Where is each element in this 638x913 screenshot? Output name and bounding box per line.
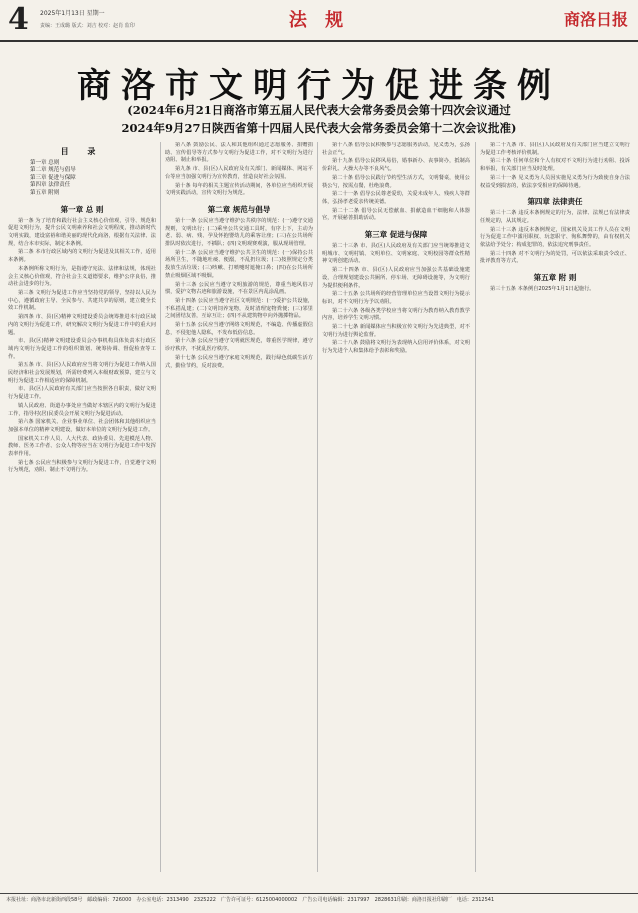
article-paragraph: 第二十九条 市、县(区)人民政府及有关部门应当建立文明行为促进工作考核评价机制。 bbox=[480, 142, 630, 156]
article-paragraph: 镇人民政府、街道办事处应当做好本辖区内的文明行为促进工作，指导村(居)民委员会开展文明行为促进活动。 bbox=[8, 402, 156, 417]
article-paragraph: 第十五条 公民应当遵守网络文明规范，不编造、传播虚假信息，不侵犯他人隐私，不发布低俗信息。 bbox=[165, 322, 313, 336]
newspaper-logo: 商洛日报 bbox=[563, 10, 628, 29]
article-paragraph: 第八条 鼓励公民、法人和其他组织通过志愿服务、捐赠捐助、宣传倡导等方式参与文明行为促进工作，对不文明行为进行劝阻、制止和举报。 bbox=[165, 142, 313, 164]
article-paragraph: 第三条 文明行为促进工作应当坚持党的领导，坚持以人民为中心，遵循政府主导、全民参与、共建共享的原则，建立健全长效工作机制。 bbox=[8, 290, 156, 312]
chapter-heading: 第一章 总 则 bbox=[60, 204, 104, 214]
article-paragraph: 第二十三条 市、县(区)人民政府及有关部门应当统筹推进文明城市、文明村镇、文明单位、文明家庭、文明校园等群众性精神文明创建活动。 bbox=[322, 243, 470, 265]
issue-date: 2025年1月13日 星期一 bbox=[40, 10, 105, 17]
toc-title: 目 录 bbox=[60, 147, 104, 156]
article-paragraph: 第二十七条 新闻媒体应当积极宣传文明行为先进典型，对不文明行为进行舆论监督。 bbox=[322, 324, 470, 338]
text-column-1 bbox=[8, 142, 156, 872]
article-paragraph: 第一条 为了培育和践行社会主义核心价值观，引导、规范和促进文明行为，提升公民文明素养和社会文明程度，推动新时代文明实践，建设富裕和谐美丽的现代化商洛，根据有关法律、法规，结合本市实际，制定本条例。 bbox=[8, 217, 156, 247]
toc-item: 第一章 总则 bbox=[30, 159, 60, 166]
article-paragraph: 第七条 公民应当积极参与文明行为促进工作，自觉遵守文明行为规范，劝阻、制止不文明行为。 bbox=[8, 459, 156, 474]
footer-divider bbox=[0, 893, 638, 894]
toc-item: 第三章 促进与保障 bbox=[30, 174, 76, 181]
text-column-2 bbox=[165, 142, 313, 872]
article-paragraph: 本条例所称文明行为，是指遵守宪法、法律和法规，体现社会主义核心价值观，符合社会主义道德要求，维护公序良俗，推动社会进步的行为。 bbox=[8, 265, 156, 288]
column-divider bbox=[317, 142, 318, 872]
chapter-heading: 第二章 规范与倡导 bbox=[207, 204, 271, 214]
article-paragraph: 第十二条 公民应当遵守维护公共卫生的规范：(一)保持公共场所卫生，不随地吐痰、便溺，不乱扔垃圾；(二)按照规定分类投放生活垃圾；(三)咳嗽、打喷嚏时遮掩口鼻；(四)在公共场所禁止吸烟区域不吸烟。 bbox=[165, 249, 313, 279]
article-paragraph: 第六条 国家机关、企业事业单位、社会团体和其他组织应当加强本单位的精神文明建设，做好本单位的文明行为促进工作。 bbox=[8, 419, 156, 433]
column-body bbox=[8, 204, 156, 476]
article-paragraph: 国家机关工作人员、人大代表、政协委员、先进模范人物、教师、医务工作者、公众人物等应当在文明行为促进工作中发挥表率作用。 bbox=[8, 435, 156, 458]
article-paragraph: 第三十条 任何单位和个人有权对不文明行为进行劝阻、投诉和举报，有关部门应当及时处理。 bbox=[480, 158, 630, 173]
article-paragraph: 第二十八条 鼓励将文明行为表现纳入信用评价体系，对文明行为先进个人和集体给予表彰和奖励。 bbox=[322, 340, 470, 355]
text-column-4 bbox=[480, 142, 630, 872]
article-title: 商洛市文明行为促进条例 bbox=[77, 66, 561, 106]
article-subtitle-1: (2024年6月21日商洛市第五届人民代表大会常务委员会第十四次会议通过 bbox=[127, 103, 511, 117]
chapter-heading: 第四章 法律责任 bbox=[527, 197, 583, 207]
article-paragraph: 第二十五条 公共场所的经营管理单位应当设置文明行为提示标识，对不文明行为予以劝阻。 bbox=[322, 291, 470, 305]
article-subtitle-2: 2024年9月27日陕西省第十四届人民代表大会常务委员会第十二次会议批准) bbox=[121, 121, 517, 135]
article-paragraph: 第十三条 公民应当遵守文明旅游的规范，尊重当地风俗习惯，爱护文物古迹和旅游设施，不在景区内乱涂乱画。 bbox=[165, 281, 313, 296]
table-of-contents bbox=[8, 160, 156, 198]
column-divider bbox=[475, 142, 476, 872]
toc-item: 第五章 附则 bbox=[30, 190, 60, 197]
article-paragraph: 第十四条 公民应当遵守社区文明规范：(一)爱护公共设施，不私搭乱建；(二)文明饲养宠物，及时清理宠物粪便；(三)邻里之间团结友善，互谅互让；(四)不从建筑物中向外抛掷物品。 bbox=[165, 297, 313, 320]
chapter-heading: 第五章 附 则 bbox=[533, 273, 577, 283]
article-paragraph: 第十一条 公民应当遵守维护公共秩序的规范：(一)遵守交通规则，文明出行；(二)乘坐公共交通工具时，有序上下，主动为老、弱、病、残、孕及怀抱婴幼儿的乘客让座；(三)在公共场所排队时依次进行，不插队；(四)文明观赛观演，服从现场管理。 bbox=[165, 217, 313, 248]
article-paragraph: 第二十四条 市、县(区)人民政府应当加强公共基础设施建设，合理规划建设公共厕所、停车场、无障碍设施等，为文明行为提供便利条件。 bbox=[322, 267, 470, 289]
column-divider bbox=[160, 142, 161, 872]
text-column-3 bbox=[322, 142, 470, 872]
article-paragraph: 第十条 每年的相关主题宣传活动期间，各单位应当组织开展文明实践活动，宣传文明行为规范。 bbox=[165, 182, 313, 197]
staff-credits: 责编：王成璐 版式：刘吉 校对：赵肖 监印 bbox=[40, 23, 135, 29]
article-paragraph: 第二条 本市行政区域内的文明行为促进及其相关工作，适用本条例。 bbox=[8, 249, 156, 264]
masthead bbox=[0, 0, 638, 42]
page-number: 4 bbox=[8, 2, 29, 37]
article-paragraph: 第四条 市、县(区)精神文明建设委员会统筹推进本行政区域内的文明行为促进工作，研究解决文明行为促进工作中的重大问题。 bbox=[8, 314, 156, 336]
toc-item: 第四章 法律责任 bbox=[30, 182, 71, 189]
article-paragraph: 第九条 市、县(区)人民政府及有关部门、新闻媒体、网站平台等应当加强文明行为宣传教育，营造良好社会氛围。 bbox=[165, 166, 313, 180]
footer-info: 本报社址：商洛市北新街西段58号 邮政编码：726000 办公室电话：2313490 2325222 广告许可证号：6125004000002 广告公司电话编辑：2317997 2828631印刷：商洛日报社印刷厂 电话：2312541 bbox=[6, 897, 495, 903]
chapter-heading: 第三章 促进与保障 bbox=[364, 230, 428, 240]
column-body bbox=[480, 142, 630, 294]
article-paragraph: 第三十四条 对不文明行为的处罚，可以依法采取责令改正、批评教育等方式。 bbox=[480, 250, 630, 265]
article-paragraph: 第三十三条 违反本条例规定，国家机关及其工作人员在文明行为促进工作中滥用职权、玩忽职守、徇私舞弊的，由有权机关依法给予处分；构成犯罪的，依法追究刑事责任。 bbox=[480, 226, 630, 249]
article-paragraph: 第二十二条 倡导公民无偿献血、捐献造血干细胞和人体器官，开展慈善捐助活动。 bbox=[322, 207, 470, 222]
article-paragraph: 第三十一条 见义勇为人员因实施见义勇为行为致使自身合法权益受到损害的，依法享受相应的保障待遇。 bbox=[480, 174, 630, 189]
article-paragraph: 第二十条 倡导公民践行节约型生活方式，文明餐桌，使用公筷公勺，按需点餐，杜绝浪费。 bbox=[322, 174, 470, 189]
article-paragraph: 市、县(区)人民政府有关部门应当按照各自职责，做好文明行为促进工作。 bbox=[8, 386, 156, 401]
article-paragraph: 第二十一条 倡导公民尊老爱幼，关爱未成年人、残疾人等群体，弘扬孝老爱亲传统美德。 bbox=[322, 191, 470, 205]
article-paragraph: 第三十五条 本条例自2025年1月1日起施行。 bbox=[490, 286, 595, 293]
article-paragraph: 第十七条 公民应当遵守家庭文明规范，践行绿色低碳生活方式，勤俭节约，反对浪费。 bbox=[165, 354, 313, 369]
section-title: 法 规 bbox=[288, 10, 350, 31]
article-paragraph: 第三十二条 违反本条例规定的行为，法律、法规已有法律责任规定的，从其规定。 bbox=[480, 210, 630, 224]
article-paragraph: 第十八条 倡导公民积极参与志愿服务活动，见义勇为，弘扬社会正气。 bbox=[322, 142, 470, 156]
article-paragraph: 第二十六条 各级各类学校应当将文明行为教育纳入教育教学内容，培养学生文明习惯。 bbox=[322, 307, 470, 322]
column-body bbox=[165, 142, 313, 370]
article-paragraph: 市、县(区)精神文明建设委员会办事机构具体负责本行政区域内文明行为促进工作的组织策划、统筹协调、督促检查等工作。 bbox=[8, 338, 156, 360]
article-paragraph: 第十六条 公民应当遵守文明就医规范，尊重医学规律，遵守诊疗秩序，不扰乱医疗秩序。 bbox=[165, 338, 313, 353]
article-paragraph: 第五条 市、县(区)人民政府应当将文明行为促进工作纳入国民经济和社会发展规划，所需经费列入本级财政预算，建立与文明行为促进工作相适应的保障机制。 bbox=[8, 362, 156, 384]
column-body bbox=[322, 142, 470, 356]
article-paragraph: 第十九条 倡导公民移风易俗，婚事新办、丧事简办，抵制高价彩礼、大操大办等不良风气。 bbox=[322, 158, 470, 173]
toc-item: 第二章 规范与倡导 bbox=[30, 167, 76, 174]
